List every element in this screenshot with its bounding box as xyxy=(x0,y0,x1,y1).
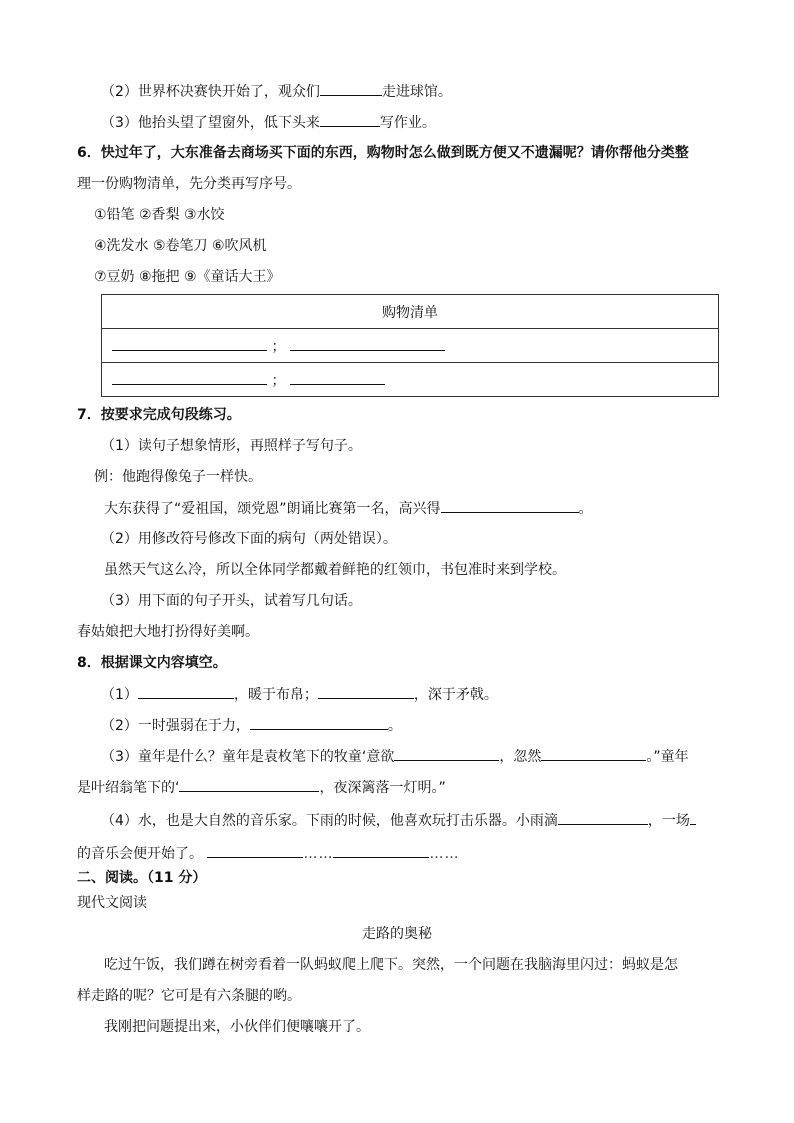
answer-blank[interactable] xyxy=(290,336,445,351)
q7-sick-sentence: 虽然天气这么冷，所以全体同学都戴着鲜艳的红领巾，书包准时来到学校。 xyxy=(104,562,566,578)
q7-sub1: （1）读句子想象情形，再照样子写句子。 xyxy=(101,438,362,454)
answer-blank[interactable] xyxy=(333,843,429,858)
q6-items-row1: ①铅笔 ②香梨 ③水饺 xyxy=(94,207,225,223)
q5-item-3: （3）他抬头望了望窗外，低下头来 写作业。 xyxy=(101,112,436,133)
answer-blank[interactable] xyxy=(320,112,380,127)
article-p1-line1: 吃过午饭，我们蹲在树旁看着一队蚂蚁爬上爬下。突然，一个问题在我脑海里闪过：蚂蚁是怎 xyxy=(104,957,678,973)
answer-blank[interactable] xyxy=(318,684,414,699)
article-p1-line2: 样走路的呢？它可是有六条腿的哟。 xyxy=(77,988,301,1004)
answer-blank[interactable] xyxy=(541,746,646,761)
q8-title: 8．根据课文内容填空。 xyxy=(77,655,227,671)
answer-blank[interactable] xyxy=(690,810,696,825)
article-p2: 我刚把问题提出来，小伙伴们便嚷嚷开了。 xyxy=(104,1019,370,1035)
answer-blank[interactable] xyxy=(250,715,388,730)
q7-sub2: （2）用修改符号修改下面的病句（两处错误）。 xyxy=(101,531,397,547)
section-2-title: 二、阅读。（11 分） xyxy=(77,870,207,886)
answer-blank[interactable] xyxy=(112,336,267,351)
answer-blank[interactable] xyxy=(112,370,267,385)
section-2-subtitle: 现代文阅读 xyxy=(77,895,147,911)
answer-blank[interactable] xyxy=(207,843,303,858)
q6-stem-line2: 理一份购物清单，先分类再写序号。 xyxy=(77,176,301,192)
q8-item-4-line1: （4）水，也是大自然的音乐家。下雨的时候，他喜欢玩打击乐器。小雨滴 ，一场 xyxy=(101,810,696,831)
q7-task1: 大东获得了“爱祖国，颂党恩”朗诵比赛第一名，高兴得 。 xyxy=(104,498,593,519)
answer-blank[interactable] xyxy=(290,370,385,385)
q8-item-3-line1: （3）童年是什么？童年是袁枚笔下的牧童‘意欲 ，忽然 。”童年 xyxy=(101,746,689,767)
q7-sub3: （3）用下面的句子开头，试着写几句话。 xyxy=(101,593,362,609)
shopping-list-row: ； xyxy=(102,329,719,363)
q7-title: 7．按要求完成句段练习。 xyxy=(77,407,241,423)
answer-blank[interactable] xyxy=(441,498,579,513)
q7-example: 例：他跑得像兔子一样快。 xyxy=(94,469,262,485)
answer-blank[interactable] xyxy=(138,684,234,699)
q6-items-row2: ④洗发水 ⑤卷笔刀 ⑥吹风机 xyxy=(94,238,267,254)
shopping-list-title: 购物清单 xyxy=(102,295,719,329)
answer-blank[interactable] xyxy=(320,81,382,96)
shopping-list-row: ； xyxy=(102,363,719,397)
answer-blank[interactable] xyxy=(558,810,648,825)
q6-items-row3: ⑦豆奶 ⑧拖把 ⑨《童话大王》 xyxy=(94,269,281,285)
q5-item-2: （2）世界杯决赛快开始了，观众们 走进球馆。 xyxy=(101,81,452,102)
answer-blank[interactable] xyxy=(179,777,319,792)
article-title: 走路的奥秘 xyxy=(362,926,432,942)
q8-item-3-line2: 是叶绍翁笔下的‘ ，夜深篱落一灯明。” xyxy=(77,777,446,798)
q8-item-1: （1） ，暖于布帛； ，深于矛戟。 xyxy=(101,684,498,705)
answer-blank[interactable] xyxy=(394,746,499,761)
q6-stem-line1: 6．快过年了，大东准备去商场买下面的东西，购物时怎么做到既方便又不遗漏呢？请你帮他分类整 xyxy=(77,145,689,161)
shopping-list-table xyxy=(101,294,719,397)
q8-item-4-line2: 的音乐会便开始了。 …… …… xyxy=(77,843,459,864)
q8-item-2: （2）一时强弱在于力， 。 xyxy=(101,715,402,736)
q7-start-sentence: 春姑娘把大地打扮得好美啊。 xyxy=(77,624,259,640)
